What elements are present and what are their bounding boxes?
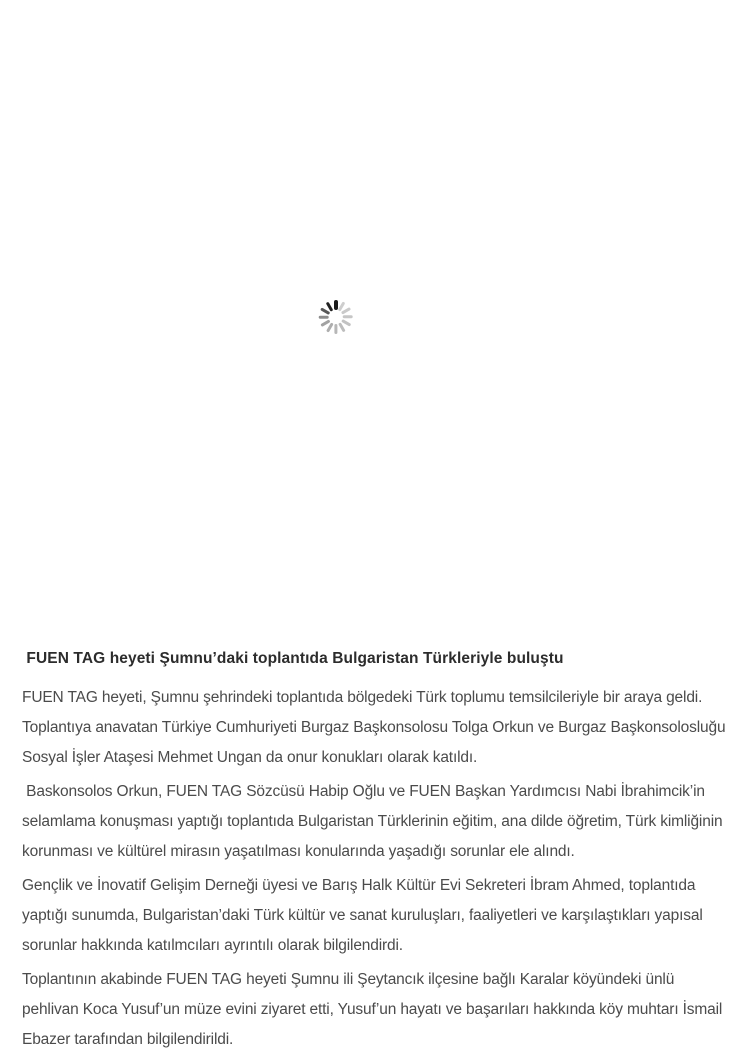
article (22, 648, 734, 1059)
spinner-spoke (334, 300, 337, 310)
spinner-spoke (334, 325, 337, 335)
article-body (22, 683, 734, 1055)
article-paragraph: Toplantının akabinde FUEN TAG heyeti Şumnu ili Şeytancık ilçesine bağlı Karalar köyündeki ünlü pehlivan Koca Yusuf’un müze evini ziyaret etti, Yusuf’un hayatı ve başarıları hakkında köy muhtarı İsmail Ebazer tarafından bilgilendirildi. (22, 971, 727, 1048)
article-title: FUEN TAG heyeti Şumnu’daki toplantıda Bulgaristan Türkleriyle buluştu (22, 650, 564, 667)
spinner-spoke (342, 307, 352, 315)
spinner-spoke (344, 315, 354, 318)
loading-spinner-icon (319, 300, 353, 334)
spinner-spoke (319, 315, 329, 318)
article-paragraph: Gençlik ve İnovatif Gelişim Derneği üyesi ve Barış Halk Kültür Evi Sekreteri İbram Ahmed, toplantıda yaptığı sunumda, Bulgaristan’daki Türk kültür ve sanat kuruluşları, faaliyetleri ve karşılaştıkları yapısal sorunlar hakkında katılmcıları ayrıntılı olarak bilgilendirdi. (22, 877, 707, 954)
article-paragraph: Baskonsolos Orkun, FUEN TAG Sözcüsü Habip Oğlu ve FUEN Başkan Yardımcısı Nabi İbrahimcik’in selamlama konuşması yaptığı toplantıda Bulgaristan Türklerinin eğitim, ana dilde öğretim, Türk kimliğinin korunması ve kültürel mirasın yaşatılması konularında yaşadığı sorunlar ele alındı. (22, 783, 727, 860)
spinner-spoke (326, 323, 334, 333)
article-paragraph: FUEN TAG heyeti, Şumnu şehrindeki toplantıda bölgedeki Türk toplumu temsilcileriyle bir araya geldi. Toplantıya anavatan Türkiye Cumhuriyeti Burgaz Başkonsolosu Tolga Orkun ve Burgaz Başkonsolosluğu Sosyal İşler Ataşesi Mehmet Ungan da onur konukları olarak katıldı. (22, 689, 730, 766)
